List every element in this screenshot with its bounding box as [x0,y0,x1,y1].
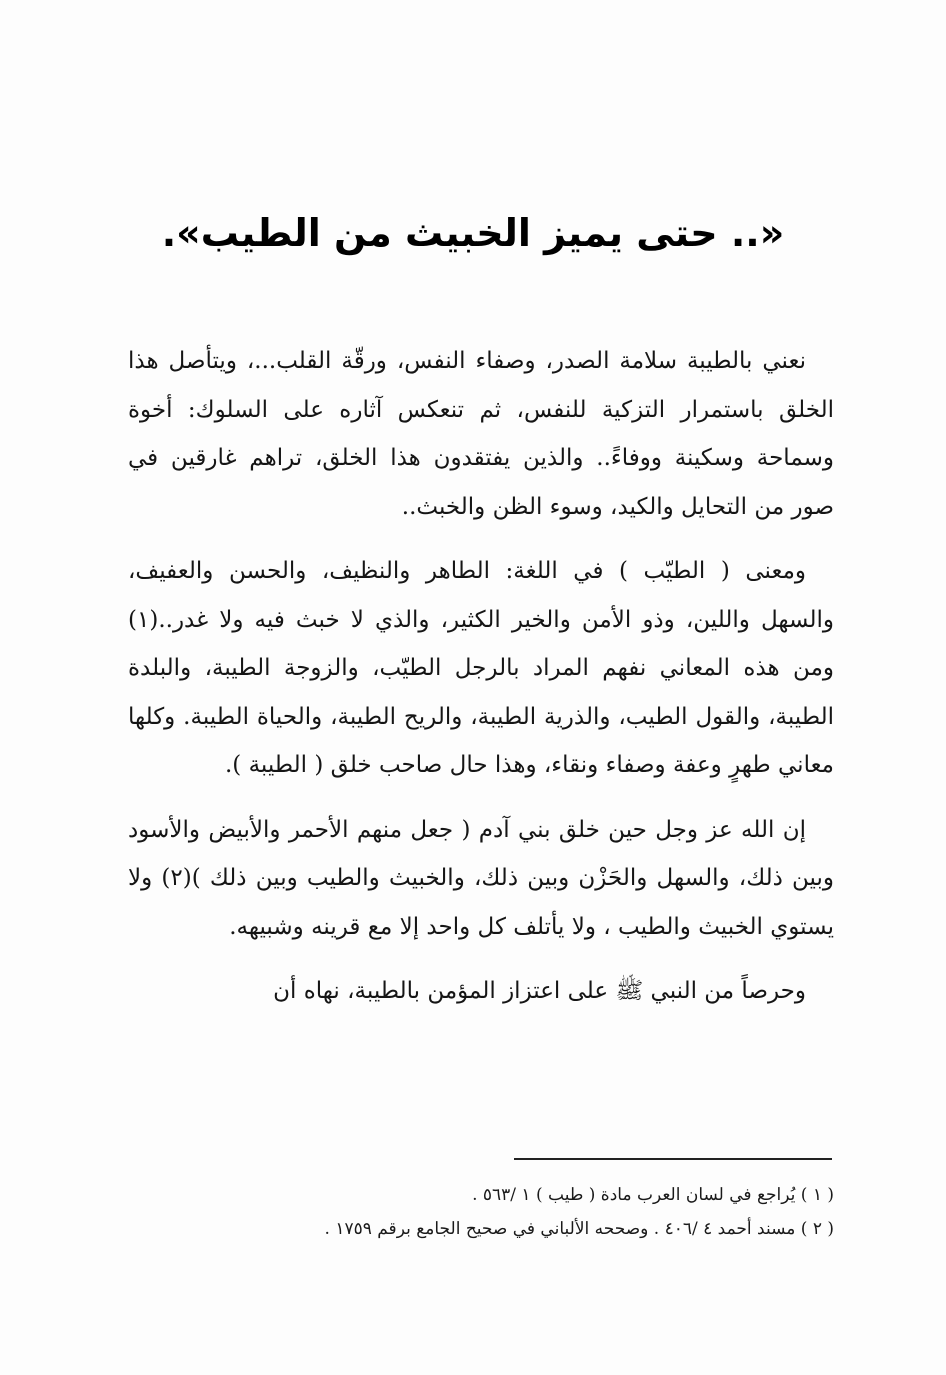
footnote: ( ١ ) يُراجع في لسان العرب مادة ( طيب ) ١ /٥٦٣ . [472,1185,834,1205]
chapter-title: «.. حتى يميز الخبيث من الطيب». [161,211,785,255]
footnote-divider [514,1158,832,1160]
footnotes [128,1178,834,1246]
paragraph: إن الله عز وجل حين خلق بني آدم ( جعل منهم الأحمر والأبيض والأسود وبين ذلك، والسهل والحَزْن وبين ذلك، والخبيث والطيب وبين ذلك )(٢) ولا يستوي الخبيث والطيب ، ولا يأتلف كل واحد إلا مع قرينه وشبيهه. [128,816,834,940]
paragraph: ومعنى ( الطيّب ) في اللغة: الطاهر والنظيف، والحسن والعفيف، والسهل واللين، وذو الأمن والخير الكثير، والذي لا خبث فيه ولا غدر..(١) ومن هذه المعاني نفهم المراد بالرجل الطيّب، والزوجة الطيبة، والبلدة الطيبة، والقول الطيب، والذرية الطيبة، والريح الطيبة، والحياة الطيبة. وكلها معاني طهرٍ وعفة وصفاء ونقاء، وهذا حال صاحب خلق ( الطيبة ). [128,558,834,778]
body-text [128,337,834,1016]
paragraph: وحرصاً من النبي ﷺ على اعتزاز المؤمن بالطيبة، نهاه أن [273,978,806,1004]
paragraph: نعني بالطيبة سلامة الصدر، وصفاء النفس، ورقّة القلب...، ويتأصل هذا الخلق باستمرار التزكية للنفس، ثم تنعكس آثاره على السلوك: أخوة وسماحة وسكينة ووفاءً.. والذين يفتقدون هذا الخلق، تراهم غارقين في صور من التحايل والكيد، وسوء الظن والخبث.. [128,348,834,520]
footnote: ( ٢ ) مسند أحمد ٤ /٤٠٦ . وصححه الألباني في صحيح الجامع برقم ١٧٥٩ . [324,1219,834,1239]
